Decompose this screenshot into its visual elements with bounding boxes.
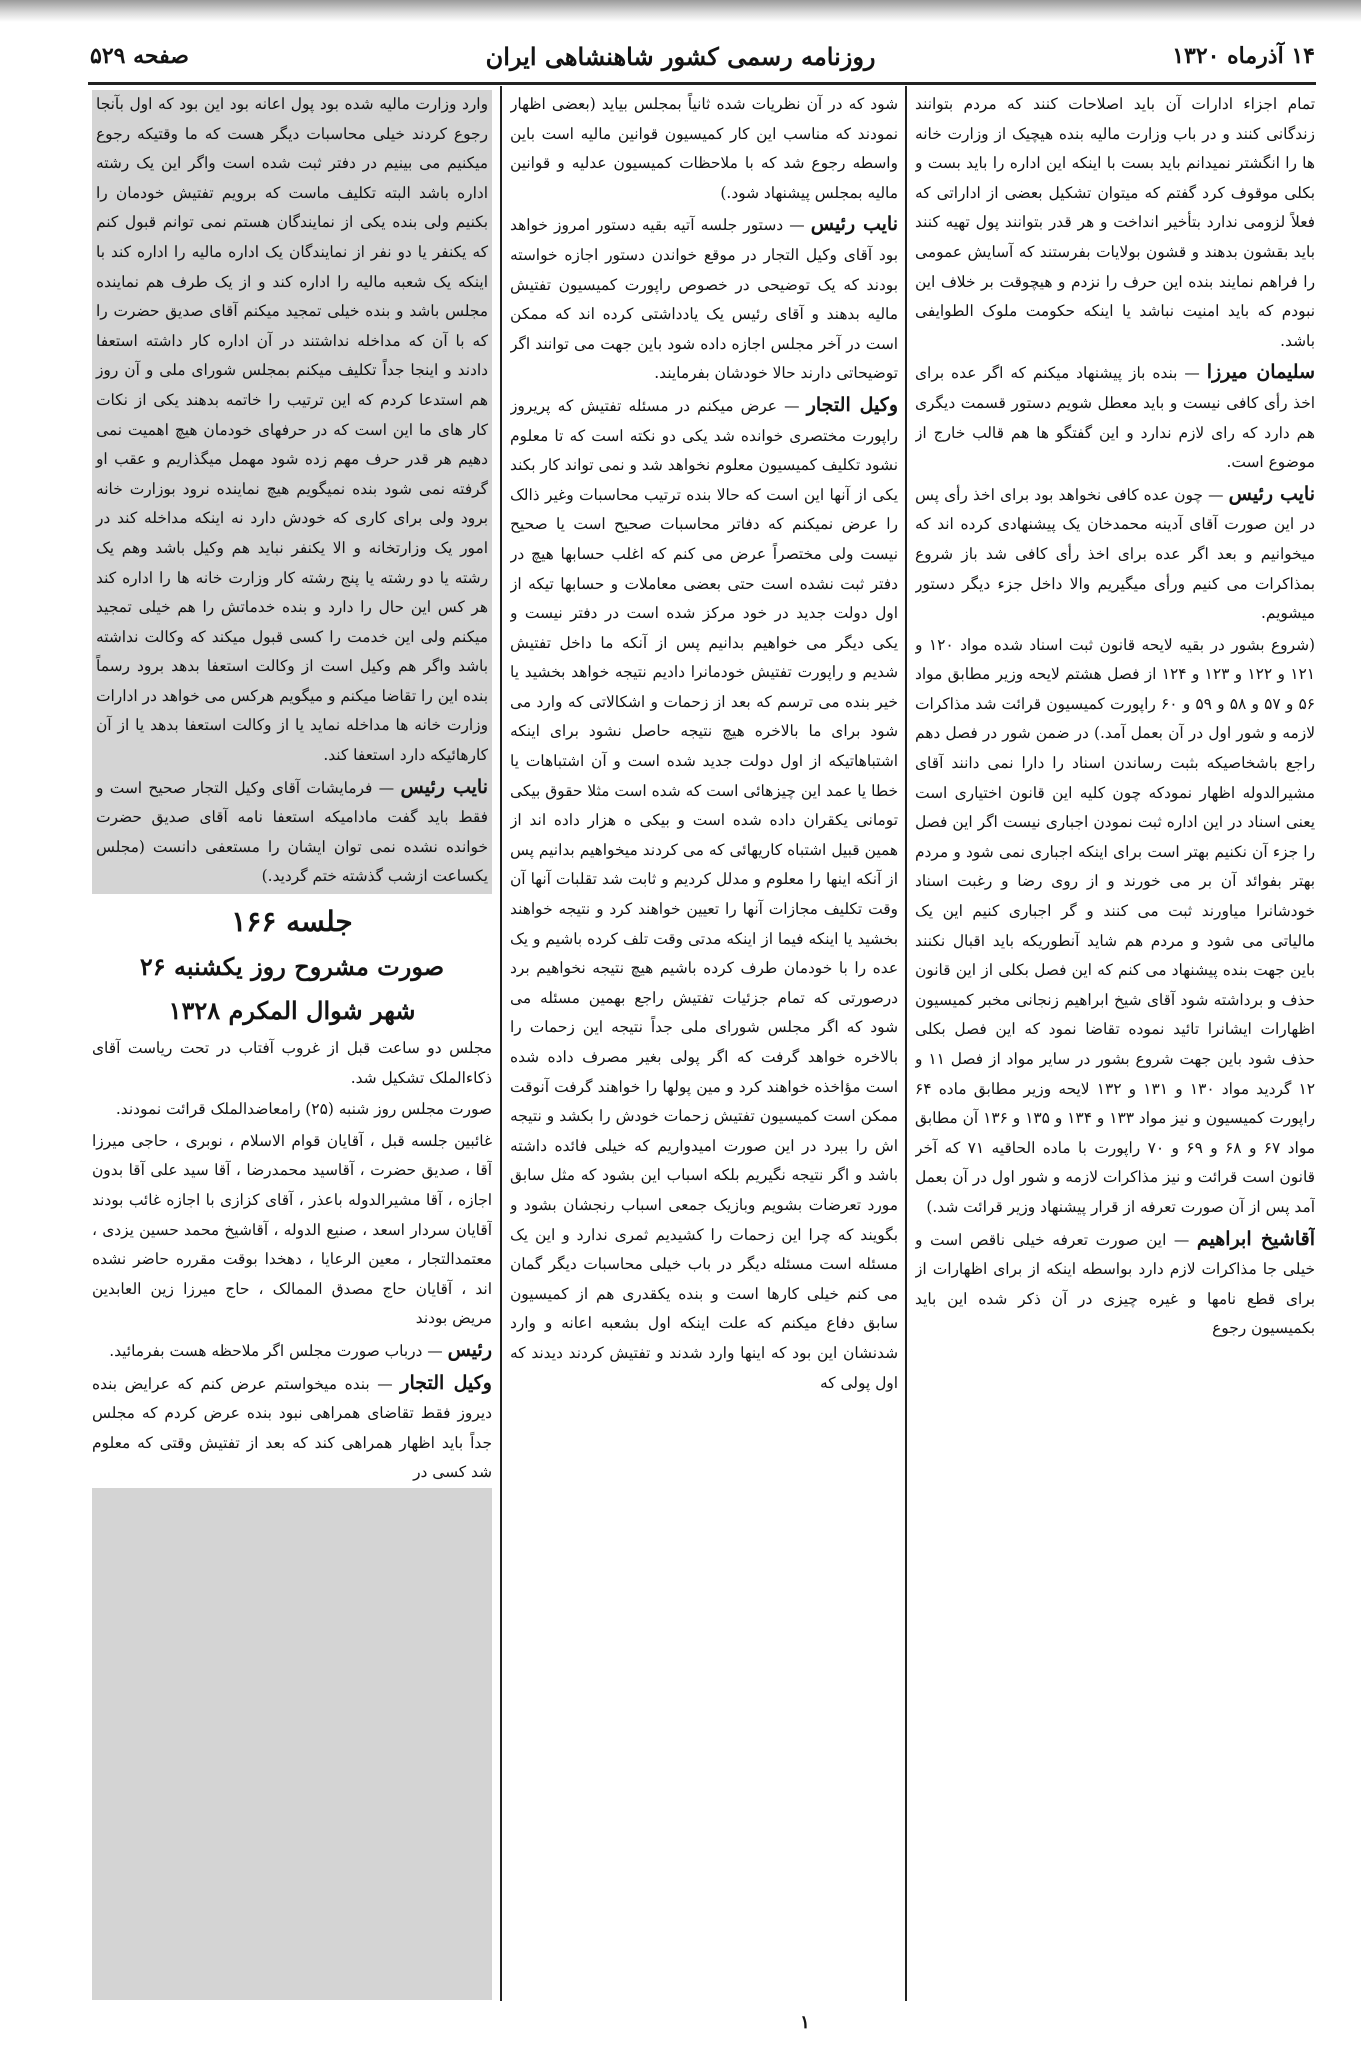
paragraph bbox=[92, 1034, 492, 1093]
column-right-content bbox=[915, 90, 1315, 1344]
paragraph-text: — درباب صورت مجلس اگر ملاحظه هست بفرمائید. bbox=[109, 1341, 443, 1360]
speaker-name: نایب رئیس bbox=[1228, 482, 1315, 505]
paragraph-text: وارد وزارت مالیه شده بود پول اعانه بود این بود که اول بآنجا رجوع کردند خیلی محاسبات دیگر هست که ما وقتیکه رجوع میکنیم می بینیم در دفتر ثبت شده است واگر این یک رشته اداره باشد البته تکلیف ماست که برویم تفتیش خودمان را بکنیم ولی بنده یکی از نمایندگان هستم نمی توانم قبول کنم که یکنفر یا دو نفر از نمایندگان یک اداره مالیه را اداره کند با اینکه یک شعبه مالیه را اداره کند و از یک طرف هم نماینده مجلس باشد و بنده خیلی تمجید میکنم آقای صدیق حضرت را که با آن که مداخله نداشتند در آن اداره کار داشته استعفا دادند و اینجا جداً تکلیف میکنم بمجلس شورای ملی و آن روز هم استدعا کردم که این ترتیب را خاتمه بدهند یکی از نکات کار های ما این است که در حرفهای خودمان هیچ اهمیت نمی دهیم هر قدر حرف مهم زده شود مهمل میگذاریم و عقب او گرفته نمی شود بنده نمیگویم هیچ نماینده نرود بوزارت خانه برود ولی برای کاری که خودش دارد نه اینکه مداخله کند در امور یک وزارتخانه و الا یکنفر نباید هم وکیل باشد وهم یک رشته یا دو رشته یا پنج رشته کار وزارت خانه ها را اداره کند هر کس این حال را دارد و بنده خدماتش را هم خیلی تمجید میکنم ولی این خدمت را کسی قبول میکند که وکالت نداشته باشد واگر هم وکیل است از وکالت استعفا بدهد برود رسماً بنده این را تقاضا میکنم و میگویم هرکس می خواهد در ادارات وزارت خانه ها مداخله نماید یا از وکالت استعفا بدهد یا از آن کارهائیکه دارد استعفا کند. bbox=[96, 95, 488, 765]
speech-paragraph bbox=[96, 773, 488, 892]
paragraph-text: — دستور جلسه آتیه بقیه دستور امروز خواهد بود آقای وکیل التجار در موقع خواندن دستور اجازه خواسته بودند که یک توضیحی در خصوص راپورت کمیسیون تفتیش مالیه بدهند و آقای رئیس یک یادداشتی کرده اند که ممکن است در آخر مجلس اجازه داده شود باین جهت می توانند اگر توضیحاتی دارند حالا خودشان بفرمایند. bbox=[510, 216, 898, 383]
speaker-name: آقاشیخ ابراهیم bbox=[1196, 1227, 1315, 1250]
session-box bbox=[92, 894, 492, 1488]
session-body-content bbox=[92, 1034, 492, 1488]
header-date: ۱۴ آذرماه ۱۳۲۰ bbox=[1172, 43, 1315, 69]
paragraph-text: — فرمایشات آقای وکیل التجار صحیح است و فقط باید گفت مادامیکه استعفا نامه آقای صدیق حضرت خوانده نشده نمی توان ایشان را مستعفی دانست (مجلس یکساعت ازشب گذشته ختم گردید.) bbox=[96, 778, 488, 886]
speaker-name: نایب رئیس bbox=[810, 213, 898, 236]
column-divider-right bbox=[905, 86, 907, 2001]
speech-paragraph bbox=[510, 210, 898, 389]
speaker-name: وکیل التجار bbox=[806, 393, 898, 416]
paragraph-text: — بنده باز پیشنهاد میکنم که اگر عده برای اخذ رأی کافی نیست و باید معطل شویم دستور قسمت دیگری هم دارد که رای لازم ندارد و این گفتگو ها هم قالب خارج از موضوع است. bbox=[915, 364, 1315, 472]
column-right bbox=[915, 90, 1315, 2000]
header-rule bbox=[88, 82, 1316, 85]
speech-paragraph bbox=[510, 391, 898, 1398]
paragraph-text: غائبین جلسه قبل ، آقایان قوام الاسلام ، نوبری ، حاجی میرزا آقا ، صدیق حضرت ، آقاسید محمدرضا ، آقا سید علی آقا بدون اجازه ، آقا مشیرالدوله باعذر ، آقای کزازی با اجازه غائب بودند آقایان سردار اسعد ، صنیع الدوله ، آقاشیخ محمد حسین یزدی ، معتمدالتجار ، معین الرعایا ، دهخدا بوقت مقرره حاضر نشده اند ، آقایان حاج مصدق الممالک ، حاج میرزا زین العابدین مریض بودند bbox=[92, 1131, 492, 1328]
header-title: روزنامه رسمی کشور شاهنشاهی ایران bbox=[485, 41, 876, 71]
speech-paragraph bbox=[92, 1369, 492, 1488]
speaker-name: سلیمان میرزا bbox=[1206, 361, 1315, 384]
paragraph-text: صورت مجلس روز شنبه (۲۵) رامعاضدالملک قرائت نمودند. bbox=[115, 1100, 492, 1119]
paragraph bbox=[510, 90, 898, 208]
speech-paragraph bbox=[915, 1225, 1315, 1344]
paragraph bbox=[96, 90, 488, 771]
paragraph bbox=[915, 90, 1315, 356]
paragraph bbox=[92, 1127, 492, 1334]
paragraph-text: — عرض میکنم در مسئله تفتیش که پریروز راپورت مختصری خوانده شد یکی دو نکته است که تا معلوم نشود تکلیف کمیسیون معلوم نخواهد شد و نمی تواند کار بکند یکی از آنها این است که حالا بنده ترتیب محاسبات وغیر ذالک را عرض نمیکنم که دفاتر محاسبات صحیح است یا صحیح نیست ولی مختصراً عرض می کنم که اغلب حسابها هیچ در دفتر ثبت نشده است حتی بعضی معاملات و حسابها تیکه از اول دولت جدید در خود مرکز شده است در دفتر نیست و یکی دیگر می خواهیم بدانیم پس از آنکه ما داخل تفتیش شدیم و راپورت تفتیش خودمانرا دادیم نتیجه خواهد بخشید یا خیر بنده می ترسم که بعد از زحمات و اشکالاتی که وارد می شود برای ما بالاخره هیچ نتیجه حاصل نشود برای اینکه اشتباهاتیکه از اول دولت جدید شده است و آن اشتباهات یا خطا یا عمد این چیزهائی است که شده است مثلا حقوق بیکی تومانی یکقران داده شده است و بیکی ه هزار داده اند از همین قبیل اشتباه کاریهائی که می کردند میخواهیم بدانیم پس از آنکه اینها را معلوم و مدلل کردیم و ثابت شد تقلبات آنها آن وقت تکلیف مجازات آنها را تعیین خواهند کرد و نتیجه خواهند بخشید یا اینکه فیما از اینکه مدتی وقت تلف کرده باشیم و یک عده را با خودمان طرف کرده باشیم هیچ نتیجه نخواهیم برد درصورتی که تمام جزئیات تفتیش راجع بهمین مسئله می شود که اگر مجلس شورای ملی جداً نتیجه این زحمات را بالاخره خواهد گرفت که اگر پولی بغیر مصرف داده شده است مؤاخذه خواهند کرد و مین پولها را خواهند گرفت آنوقت ممکن است کمیسیون تفتیش زحمات خودش را بکشد و نتیجه اش را ببرد در این صورت امیدواریم که خیلی فائده داشته باشد و اگر نتیجه نگیریم بلکه اسباب این بشود که مثل سابق مورد تعرضات بشویم وبازیک جمعی اسباب رنجشان بشود و بگویند که چرا این زحمات را کشیدیم ثمری ندارد و این یک مسئله است مسئله دیگر در باب خیلی محاسبات دیگر گمان می کنم خیلی کارها است و بنده یکقدری هم از کمیسیون سابق دفاع میکنم که علت اینکه اول بشعبه اعانه و وارد شدنشان این بود که اینها وارد شدند و تفتیش کردند دیدند که اول پولی که bbox=[510, 396, 898, 1392]
scan-edge bbox=[0, 0, 1361, 22]
paragraph-text: شود که در آن نظریات شده ثانیاً بمجلس بیاید (بعضی اظهار نمودند که مناسب این کار کمیسیون قوانین مالیه است باین واسطه رجوع شد که با ملاحظات کمیسیون عدلیه و قوانین مالیه بمجلس پیشنهاد شود.) bbox=[510, 95, 898, 202]
paragraph-text: تمام اجزاء ادارات آن باید اصلاحات کنند که مردم بتوانند زندگانی کنند و در باب وزارت مالیه بنده هیچیک از وزارت خانه ها را انگشتر نمیدانم باید بست با اینکه این اداره را باید بست و بکلی موقوف کرد گفتم که میتوان تشکیل بعضی از اداراتی که فعلاً لزومی ندارد بتأخیر انداخت و هر قدر بتوانند پول تهیه کنند باید بقشون بدهند و قشون بولایات بفرستند که آسایش عمومی را فراهم نمایند بنده این حرف را نزدم و هیچوقت بر خلاف این نبودم که باید امنیت نباشد یا اینکه حکومت ملوک الطوایفی باشد. bbox=[915, 95, 1315, 350]
column-middle-content bbox=[510, 90, 898, 1398]
paragraph bbox=[92, 1095, 492, 1125]
column-left bbox=[92, 90, 492, 2000]
header-page: صفحه ۵۲۹ bbox=[90, 43, 189, 69]
speaker-name: وکیل التجار bbox=[400, 1371, 492, 1394]
column-middle bbox=[510, 90, 898, 2000]
page-header bbox=[90, 32, 1315, 80]
session-date-line-2: شهر شوال المکرم ۱۳۲۸ bbox=[168, 996, 416, 1026]
speech-paragraph bbox=[915, 358, 1315, 477]
paragraph-text: — چون عده کافی نخواهد بود برای اخذ رأی پس در این صورت آقای آدینه محمدخان یک پیشنهادی کرده اند که میخوانیم و بعد اگر عده برای اخذ رأی کافی شد باز شروع بمذاکرات می کنیم ورأی میگیریم والا داخل جزء دیگر دستور میشویم. bbox=[915, 485, 1315, 623]
speaker-name: نایب رئیس bbox=[400, 775, 488, 798]
column-left-content bbox=[92, 90, 492, 892]
page-number: ۱ bbox=[800, 2012, 810, 2033]
speaker-name: رئیس bbox=[447, 1338, 492, 1361]
speech-paragraph bbox=[92, 1336, 492, 1367]
session-date-line-1: صورت مشروح روز یکشنبه ۲۶ bbox=[139, 952, 445, 982]
paragraph-text: (شروع بشور در بقیه لایحه قانون ثبت اسناد شده مواد ۱۲۰ و ۱۲۱ و ۱۲۲ و ۱۲۳ و ۱۲۴ از فصل هشتم لایحه وزیر مطابق مواد ۵۶ و ۵۷ و ۵۸ و ۵۹ و ۶۰ راپورت کمیسیون قرائت شد مذاکرات لازمه و شور اول در آن بعمل آمد.) در ضمن شور در فصل دهم راجع باشخاصیکه بثبت رساندن اسناد را دارا نمی دانند آقای مشیرالدوله اظهار نمودکه چون کلیه این قانون اختیاری است یعنی اسناد در این اداره ثبت نمودن اجباری نیست اگر این فصل را جزء آن نکنیم بهتر است برای اینکه اجباری نمی شود و مردم بهتر بفوائد آن بر می خورند و از روی رضا و رغبت اسناد خودشانرا میاورند ثبت می کنند و گر اجباری کنیم این یک مالیاتی می شود و مردم هم شاید آنطوریکه باید اقبال نکنند باین جهت بنده پیشنهاد می کنم که این فصل بکلی از این قانون حذف و برداشته شود آقای شیخ ابراهیم زنجانی مخبر کمیسیون اظهارات ایشانرا تائید نموده تقاضا نمود که این فصل بکلی حذف شود باین جهت شروع بشور در سایر مواد از فصل ۱۱ و ۱۲ گردید مواد ۱۳۰ و ۱۳۱ و ۱۳۲ لایحه وزیر مطابق ماده ۶۴ راپورت کمیسیون و نیز مواد ۱۳۳ و ۱۳۴ و ۱۳۵ و ۱۳۶ آن مطابق مواد ۶۷ و ۶۸ و ۶۹ و ۷۰ راپورت با ماده الحاقیه ۷۱ که آخر قانون است قرائت و نیز مذاکرات لازمه و شور اول در آن بعمل آمد پس از آن صورت تعرفه از قرار پیشنهاد وزیر قرائت شد.) bbox=[915, 635, 1315, 1216]
paragraph-text: — این صورت تعرفه خیلی ناقص است و خیلی جا مذاکرات لازم دارد بواسطه اینکه از برای اظهارات از برای قطع نامها و غیره چیزی در آن ذکر شده این باید بکمیسیون رجوع bbox=[915, 1230, 1315, 1338]
session-title: جلسه ۱۶۶ bbox=[231, 905, 353, 939]
paragraph bbox=[915, 631, 1315, 1223]
speech-paragraph bbox=[915, 480, 1315, 629]
paragraph-text: — بنده میخواستم عرض کنم که عرایض بنده دیروز فقط تقاضای همراهی نبود بنده عرض کردم که مجلس جداً باید اظهار همراهی کند که بعد از تفتیش وقتی که معلوم شد کسی در bbox=[92, 1374, 492, 1482]
column-divider-left bbox=[500, 86, 502, 2001]
paragraph-text: مجلس دو ساعت قبل از غروب آفتاب در تحت ریاست آقای ذکاءالملک تشکیل شد. bbox=[92, 1039, 492, 1087]
